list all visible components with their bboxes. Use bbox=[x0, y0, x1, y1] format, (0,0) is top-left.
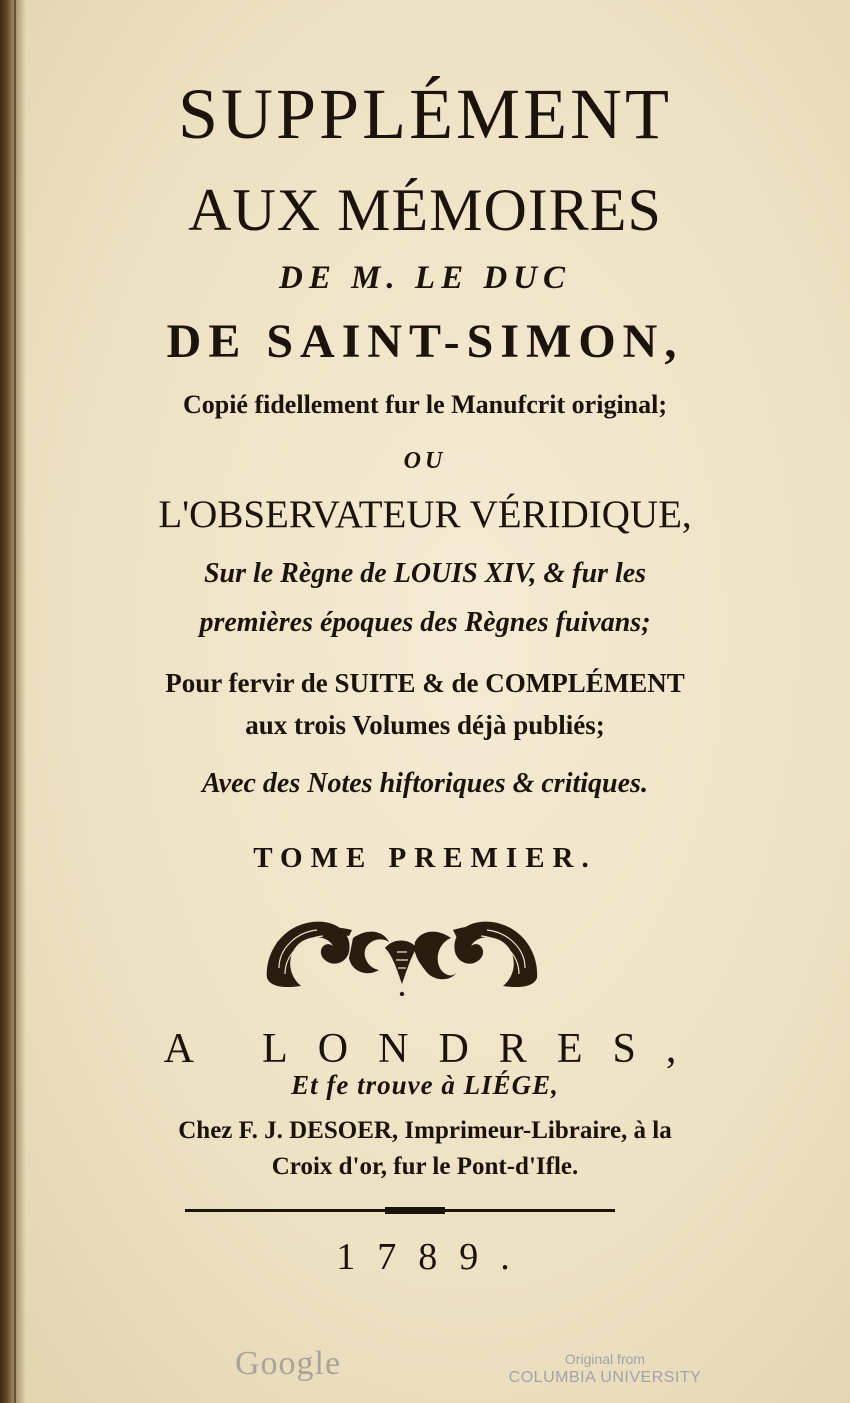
google-watermark: Google bbox=[235, 1345, 342, 1382]
pour-servir-line: Pour fervir de SUITE & de COMPLÉMENT bbox=[165, 668, 685, 698]
horizontal-rule bbox=[185, 1206, 615, 1214]
ou-line: OU bbox=[403, 448, 447, 474]
copie-line: Copié fidellement fur le Manufcrit original; bbox=[182, 390, 668, 419]
publisher-line: Chez F. J. DESOER, Imprimeur-Libraire, à la bbox=[178, 1117, 672, 1144]
title-line-3: DE M. LE DUC bbox=[278, 260, 572, 296]
aux-trois-line: aux trois Volumes déjà publiés; bbox=[245, 710, 605, 740]
title-line-2: AUX MÉMOIRES bbox=[188, 177, 662, 243]
tome-line: TOME PREMIER. bbox=[253, 842, 597, 874]
title-line-1: SUPPLÉMENT bbox=[177, 74, 673, 154]
et-se-trouve-line: Et fe trouve à LIÉGE, bbox=[291, 1070, 559, 1100]
year-line: 1789. bbox=[336, 1236, 532, 1278]
title-line-4: DE SAINT-SIMON, bbox=[166, 315, 684, 368]
address-line: Croix d'or, fur le Pont-d'Ifle. bbox=[271, 1153, 579, 1180]
premieres-line: premières époques des Règnes fuivans; bbox=[199, 607, 651, 638]
city-line: A LONDRES, bbox=[163, 1026, 707, 1072]
original-from-text: Original from bbox=[564, 1351, 646, 1367]
printers-ornament-icon bbox=[257, 908, 547, 996]
sur-le-regne-line: Sur le Règne de LOUIS XIV, & fur les bbox=[203, 558, 647, 589]
alt-title-line: L'OBSERVATEUR VÉRIDIQUE, bbox=[158, 493, 692, 536]
avec-notes-line: Avec des Notes hiftoriques & critiques. bbox=[202, 768, 648, 799]
library-watermark bbox=[505, 1350, 705, 1388]
library-name-text: COLUMBIA UNIVERSITY bbox=[508, 1369, 702, 1386]
